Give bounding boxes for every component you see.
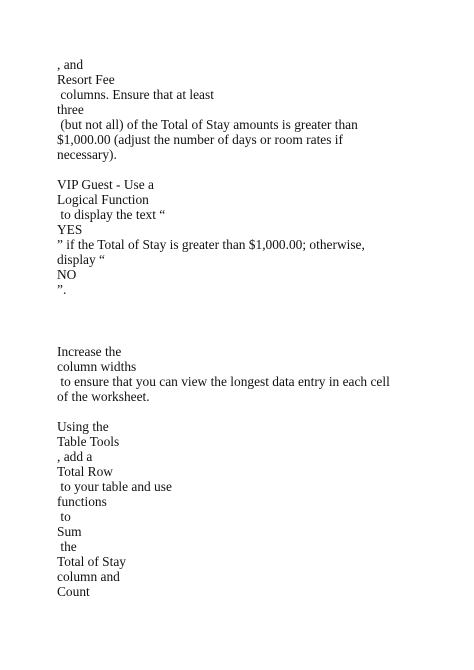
text-line: the — [57, 539, 77, 554]
text-line: to display the text “ — [57, 207, 166, 222]
text-line: Resort Fee — [57, 72, 115, 87]
text-line: to your table and use — [57, 479, 172, 494]
text-line: YES — [57, 222, 83, 237]
text-line: Increase the — [57, 344, 122, 359]
text-line: of the worksheet. — [57, 389, 150, 404]
text-line: to ensure that you can view the longest data entry in each cell — [57, 374, 390, 389]
text-line: Using the — [57, 419, 109, 434]
text-line: three — [57, 102, 84, 117]
text-line: Total of Stay — [57, 554, 126, 569]
text-line: $1,000.00 (adjust the number of days or room rates if — [57, 132, 343, 147]
text-line: necessary). — [57, 147, 117, 162]
text-line: Total Row — [57, 464, 113, 479]
text-line: columns. Ensure that at least — [57, 87, 214, 102]
text-line: ” if the Total of Stay is greater than $1,000.00; otherwise, — [57, 237, 365, 252]
text-line: ”. — [57, 282, 67, 297]
text-line: NO — [57, 267, 77, 282]
text-line: , add a — [57, 449, 93, 464]
text-line: display “ — [57, 252, 105, 267]
text-line: Sum — [57, 524, 82, 539]
text-line: Table Tools — [57, 434, 120, 449]
text-line: VIP Guest - Use a — [57, 177, 154, 192]
text-line: column and — [57, 569, 120, 584]
text-line: Count — [57, 584, 90, 599]
text-line: , and — [57, 57, 84, 72]
text-line: functions — [57, 494, 107, 509]
text-line: Logical Function — [57, 192, 149, 207]
text-line: (but not all) of the Total of Stay amounts is greater than — [57, 117, 358, 132]
text-line: to — [57, 509, 71, 524]
text-line: column widths — [57, 359, 137, 374]
